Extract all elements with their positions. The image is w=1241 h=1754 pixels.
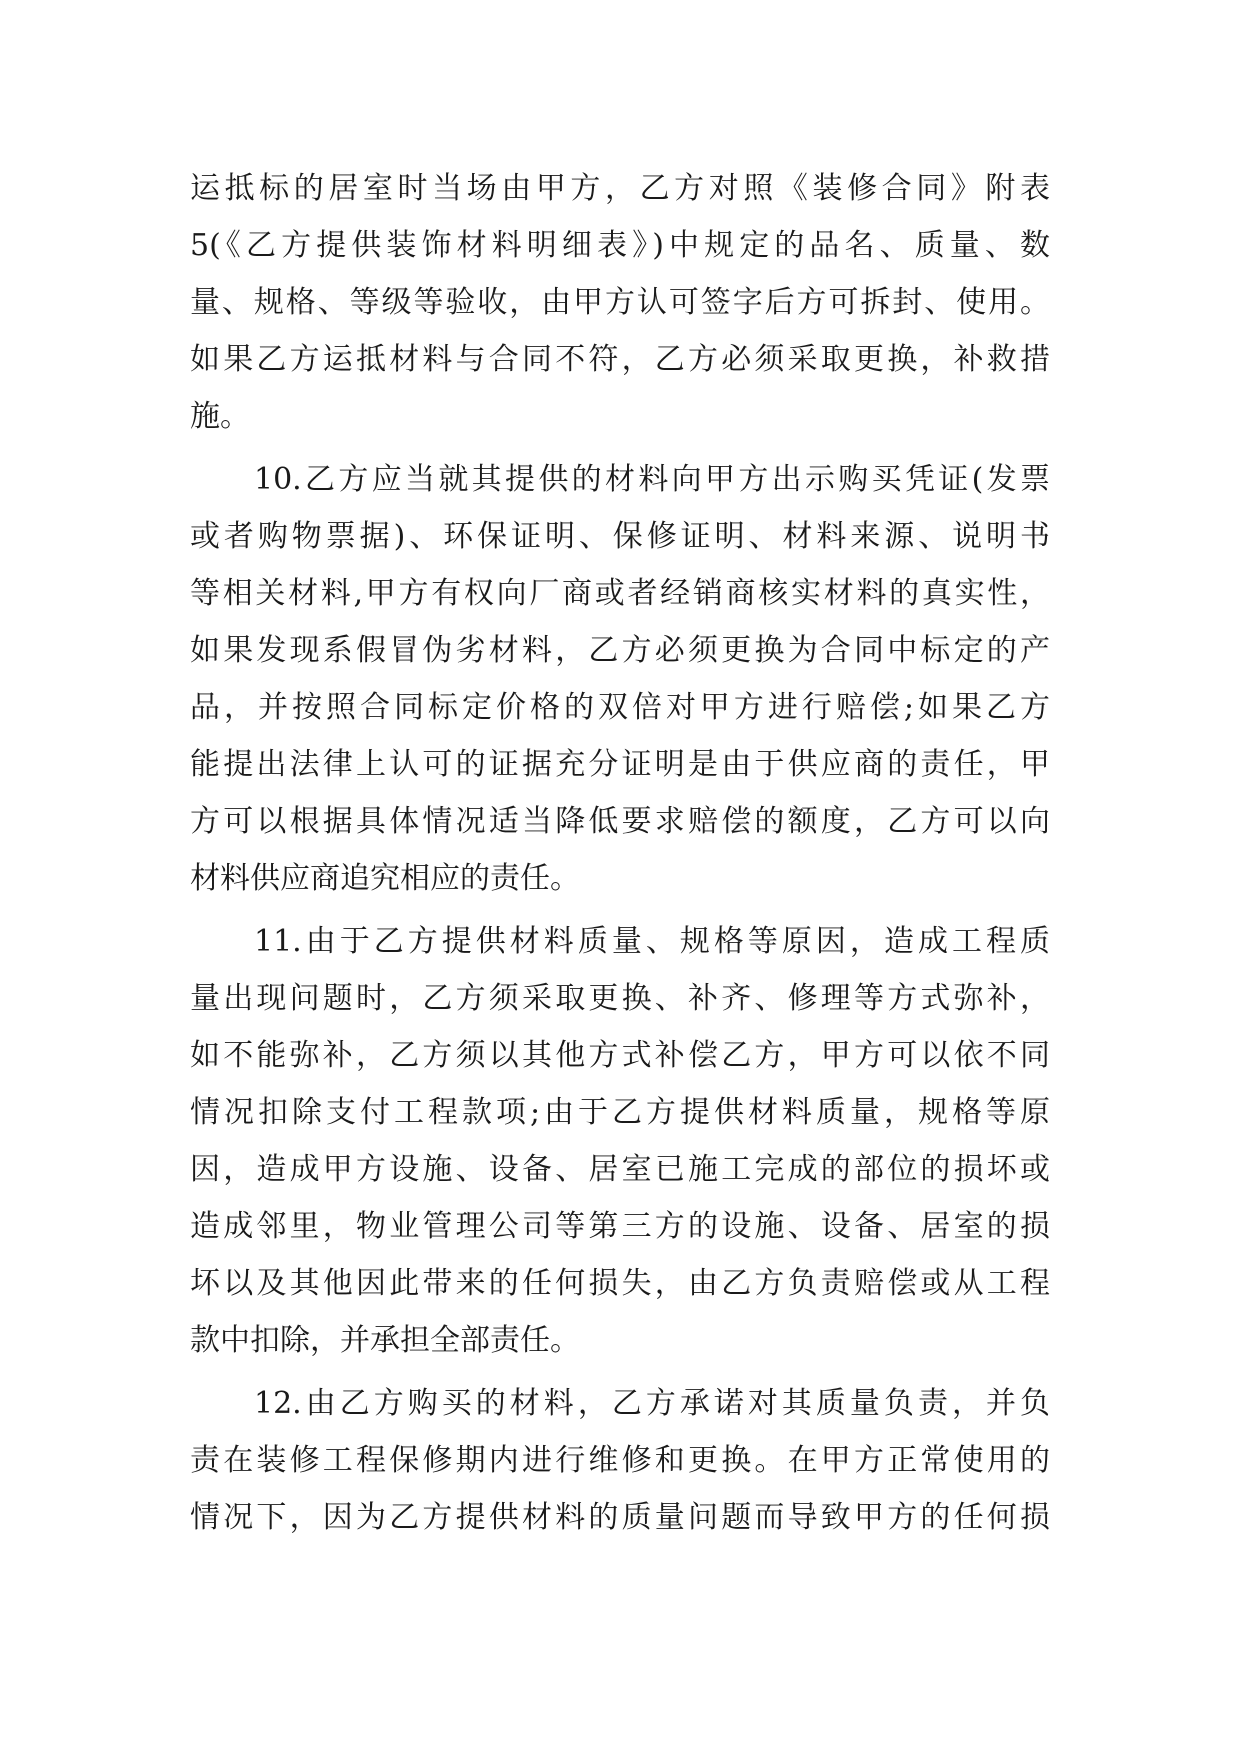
text-line: 量、规格、等级等验收，由甲方认可签字后方可拆封、使用。 <box>190 285 1050 320</box>
text-line: 材料供应商追究相应的责任。 <box>190 861 580 896</box>
text-line: 坏以及其他因此带来的任何损失，由乙方负责赔偿或从工程 <box>190 1266 1050 1301</box>
text-line: 情况下，因为乙方提供材料的质量问题而导致甲方的任何损 <box>190 1500 1050 1535</box>
paragraph-clause-12 <box>190 1375 1050 1546</box>
text-line: 款中扣除，并承担全部责任。 <box>190 1323 580 1358</box>
text-line: 5(《乙方提供装饰材料明细表》)中规定的品名、质量、数 <box>190 228 1050 263</box>
paragraph-continued <box>190 160 1050 445</box>
text-line: 责在装修工程保修期内进行维修和更换。在甲方正常使用的 <box>190 1443 1050 1478</box>
text-line: 品，并按照合同标定价格的双倍对甲方进行赔偿;如果乙方 <box>190 690 1050 725</box>
text-line: 或者购物票据)、环保证明、保修证明、材料来源、说明书 <box>190 519 1050 554</box>
text-line: 能提出法律上认可的证据充分证明是由于供应商的责任，甲 <box>190 747 1050 782</box>
document-body <box>190 160 1050 1546</box>
text-line: 10.乙方应当就其提供的材料向甲方出示购买凭证(发票 <box>254 462 1050 497</box>
text-line: 如果发现系假冒伪劣材料，乙方必须更换为合同中标定的产 <box>190 633 1050 668</box>
paragraph-clause-11 <box>190 913 1050 1369</box>
text-line: 量出现问题时，乙方须采取更换、补齐、修理等方式弥补， <box>190 981 1050 1016</box>
text-line: 如不能弥补，乙方须以其他方式补偿乙方，甲方可以依不同 <box>190 1038 1050 1073</box>
text-line: 等相关材料,甲方有权向厂商或者经销商核实材料的真实性， <box>190 576 1050 611</box>
text-line: 造成邻里，物业管理公司等第三方的设施、设备、居室的损 <box>190 1209 1050 1244</box>
text-line: 因，造成甲方设施、设备、居室已施工完成的部位的损坏或 <box>190 1152 1050 1187</box>
text-line: 11.由于乙方提供材料质量、规格等原因，造成工程质 <box>254 924 1050 959</box>
text-line: 情况扣除支付工程款项;由于乙方提供材料质量，规格等原 <box>190 1095 1050 1130</box>
text-line: 12.由乙方购买的材料，乙方承诺对其质量负责，并负 <box>254 1386 1050 1421</box>
text-line: 方可以根据具体情况适当降低要求赔偿的额度，乙方可以向 <box>190 804 1050 839</box>
text-line: 运抵标的居室时当场由甲方，乙方对照《装修合同》附表 <box>190 171 1050 206</box>
text-line: 如果乙方运抵材料与合同不符，乙方必须采取更换，补救措 <box>190 342 1050 377</box>
paragraph-clause-10 <box>190 451 1050 907</box>
text-line: 施。 <box>190 399 250 434</box>
